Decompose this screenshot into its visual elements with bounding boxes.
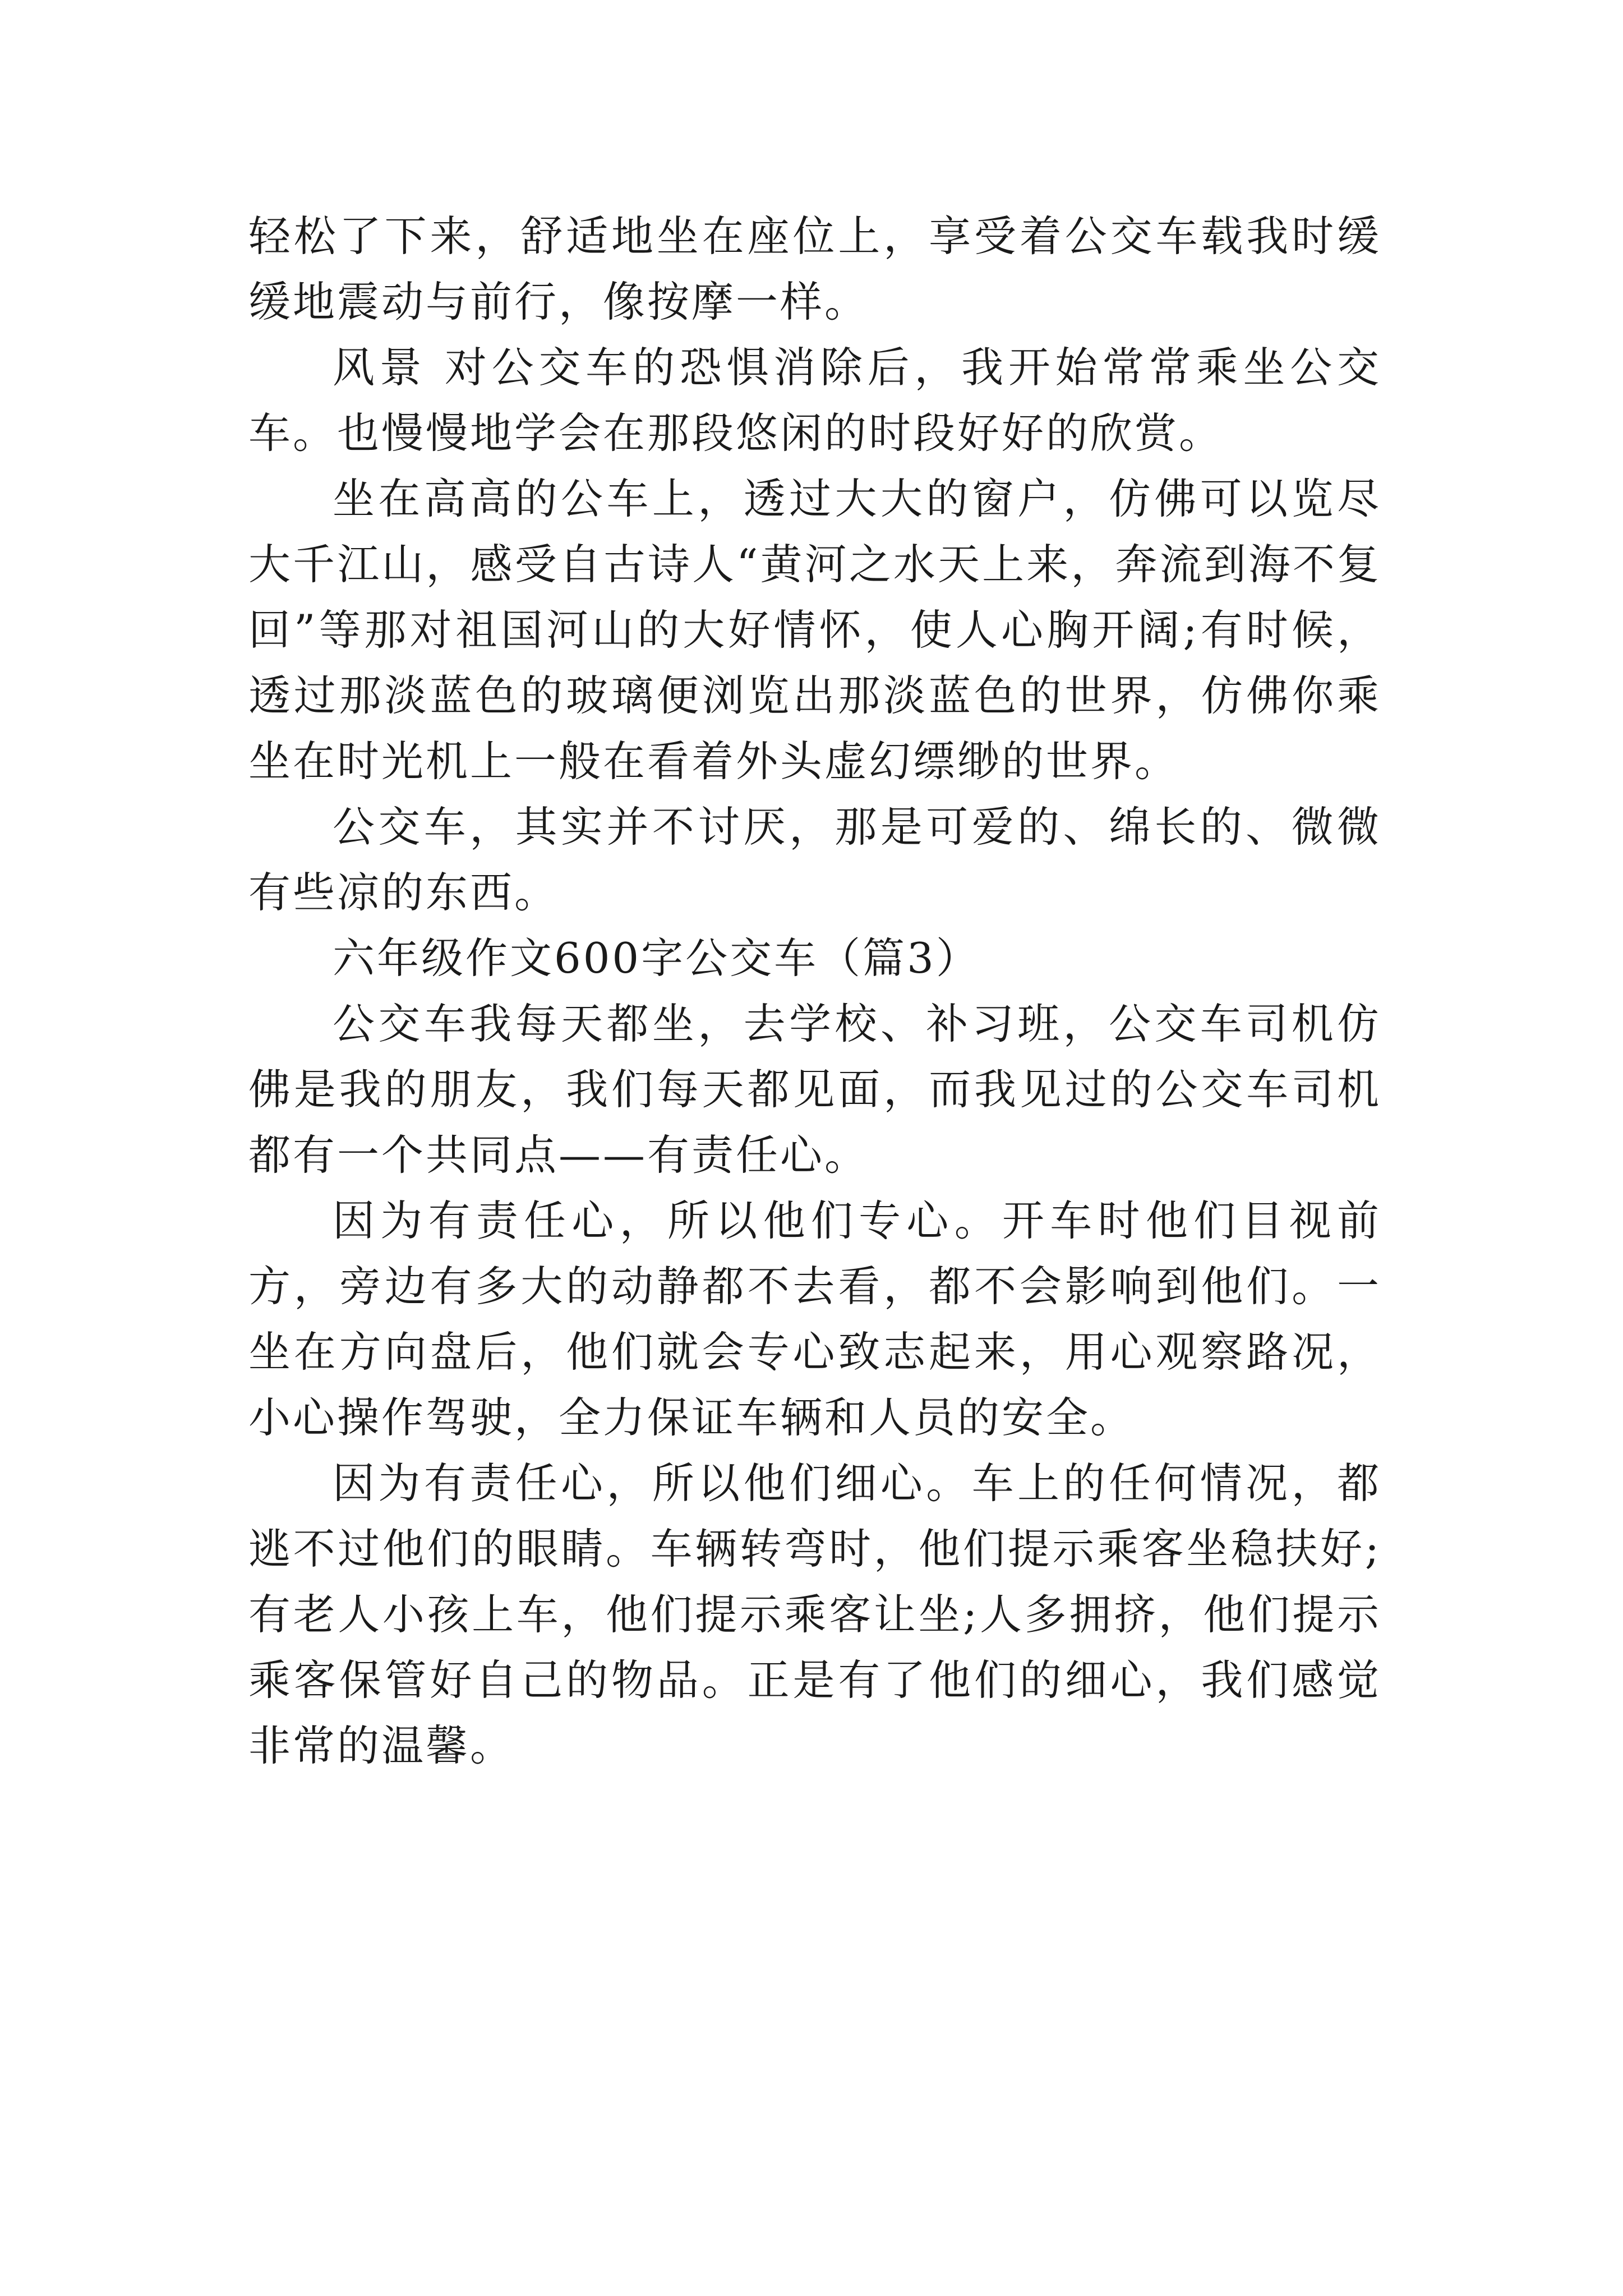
paragraph-continuation: 轻松了下来，舒适地坐在座位上，享受着公交车载我时缓缓地震动与前行，像按摩一样。: [248, 211, 1381, 326]
paragraph-drivers-intro: 公交车我每天都坐，去学校、补习班，公交车司机仿佛是我的朋友，我们每天都见面，而我见过的公交车司机都有一个共同点——有责任心。: [248, 999, 1381, 1180]
paragraph-bus-conclusion: 公交车，其实并不讨厌，那是可爱的、绵长的、微微有些凉的东西。: [248, 802, 1381, 917]
essay-title: 六年级作文600字公交车（篇3）: [333, 933, 980, 983]
document-body: [248, 204, 1381, 1779]
paragraph-scenery: 风景 对公交车的恐惧消除后，我开始常常乘坐公交车。也慢慢地学会在那段悠闲的时段好好的欣赏。: [248, 343, 1381, 458]
paragraph-careful-drivers: 因为有责任心，所以他们细心。车上的任何情况，都逃不过他们的眼睛。车辆转弯时，他们提示乘客坐稳扶好;有老人小孩上车，他们提示乘客让坐;人多拥挤，他们提示乘客保管好自己的物品。正是有了他们的细心，我们感觉非常的温馨。: [248, 1458, 1381, 1770]
paragraph-window-view: 坐在高高的公车上，透过大大的窗户，仿佛可以览尽大千江山，感受自古诗人“黄河之水天上来，奔流到海不复回”等那对祖国河山的大好情怀，使人心胸开阔;有时候，透过那淡蓝色的玻璃便浏览出那淡蓝色的世界，仿佛你乘坐在时光机上一般在看着外头虚幻缥缈的世界。: [248, 474, 1381, 786]
paragraph-focused-drivers: 因为有责任心，所以他们专心。开车时他们目视前方，旁边有多大的动静都不去看，都不会影响到他们。一坐在方向盘后，他们就会专心致志起来，用心观察路况，小心操作驾驶，全力保证车辆和人员的安全。: [248, 1196, 1381, 1442]
